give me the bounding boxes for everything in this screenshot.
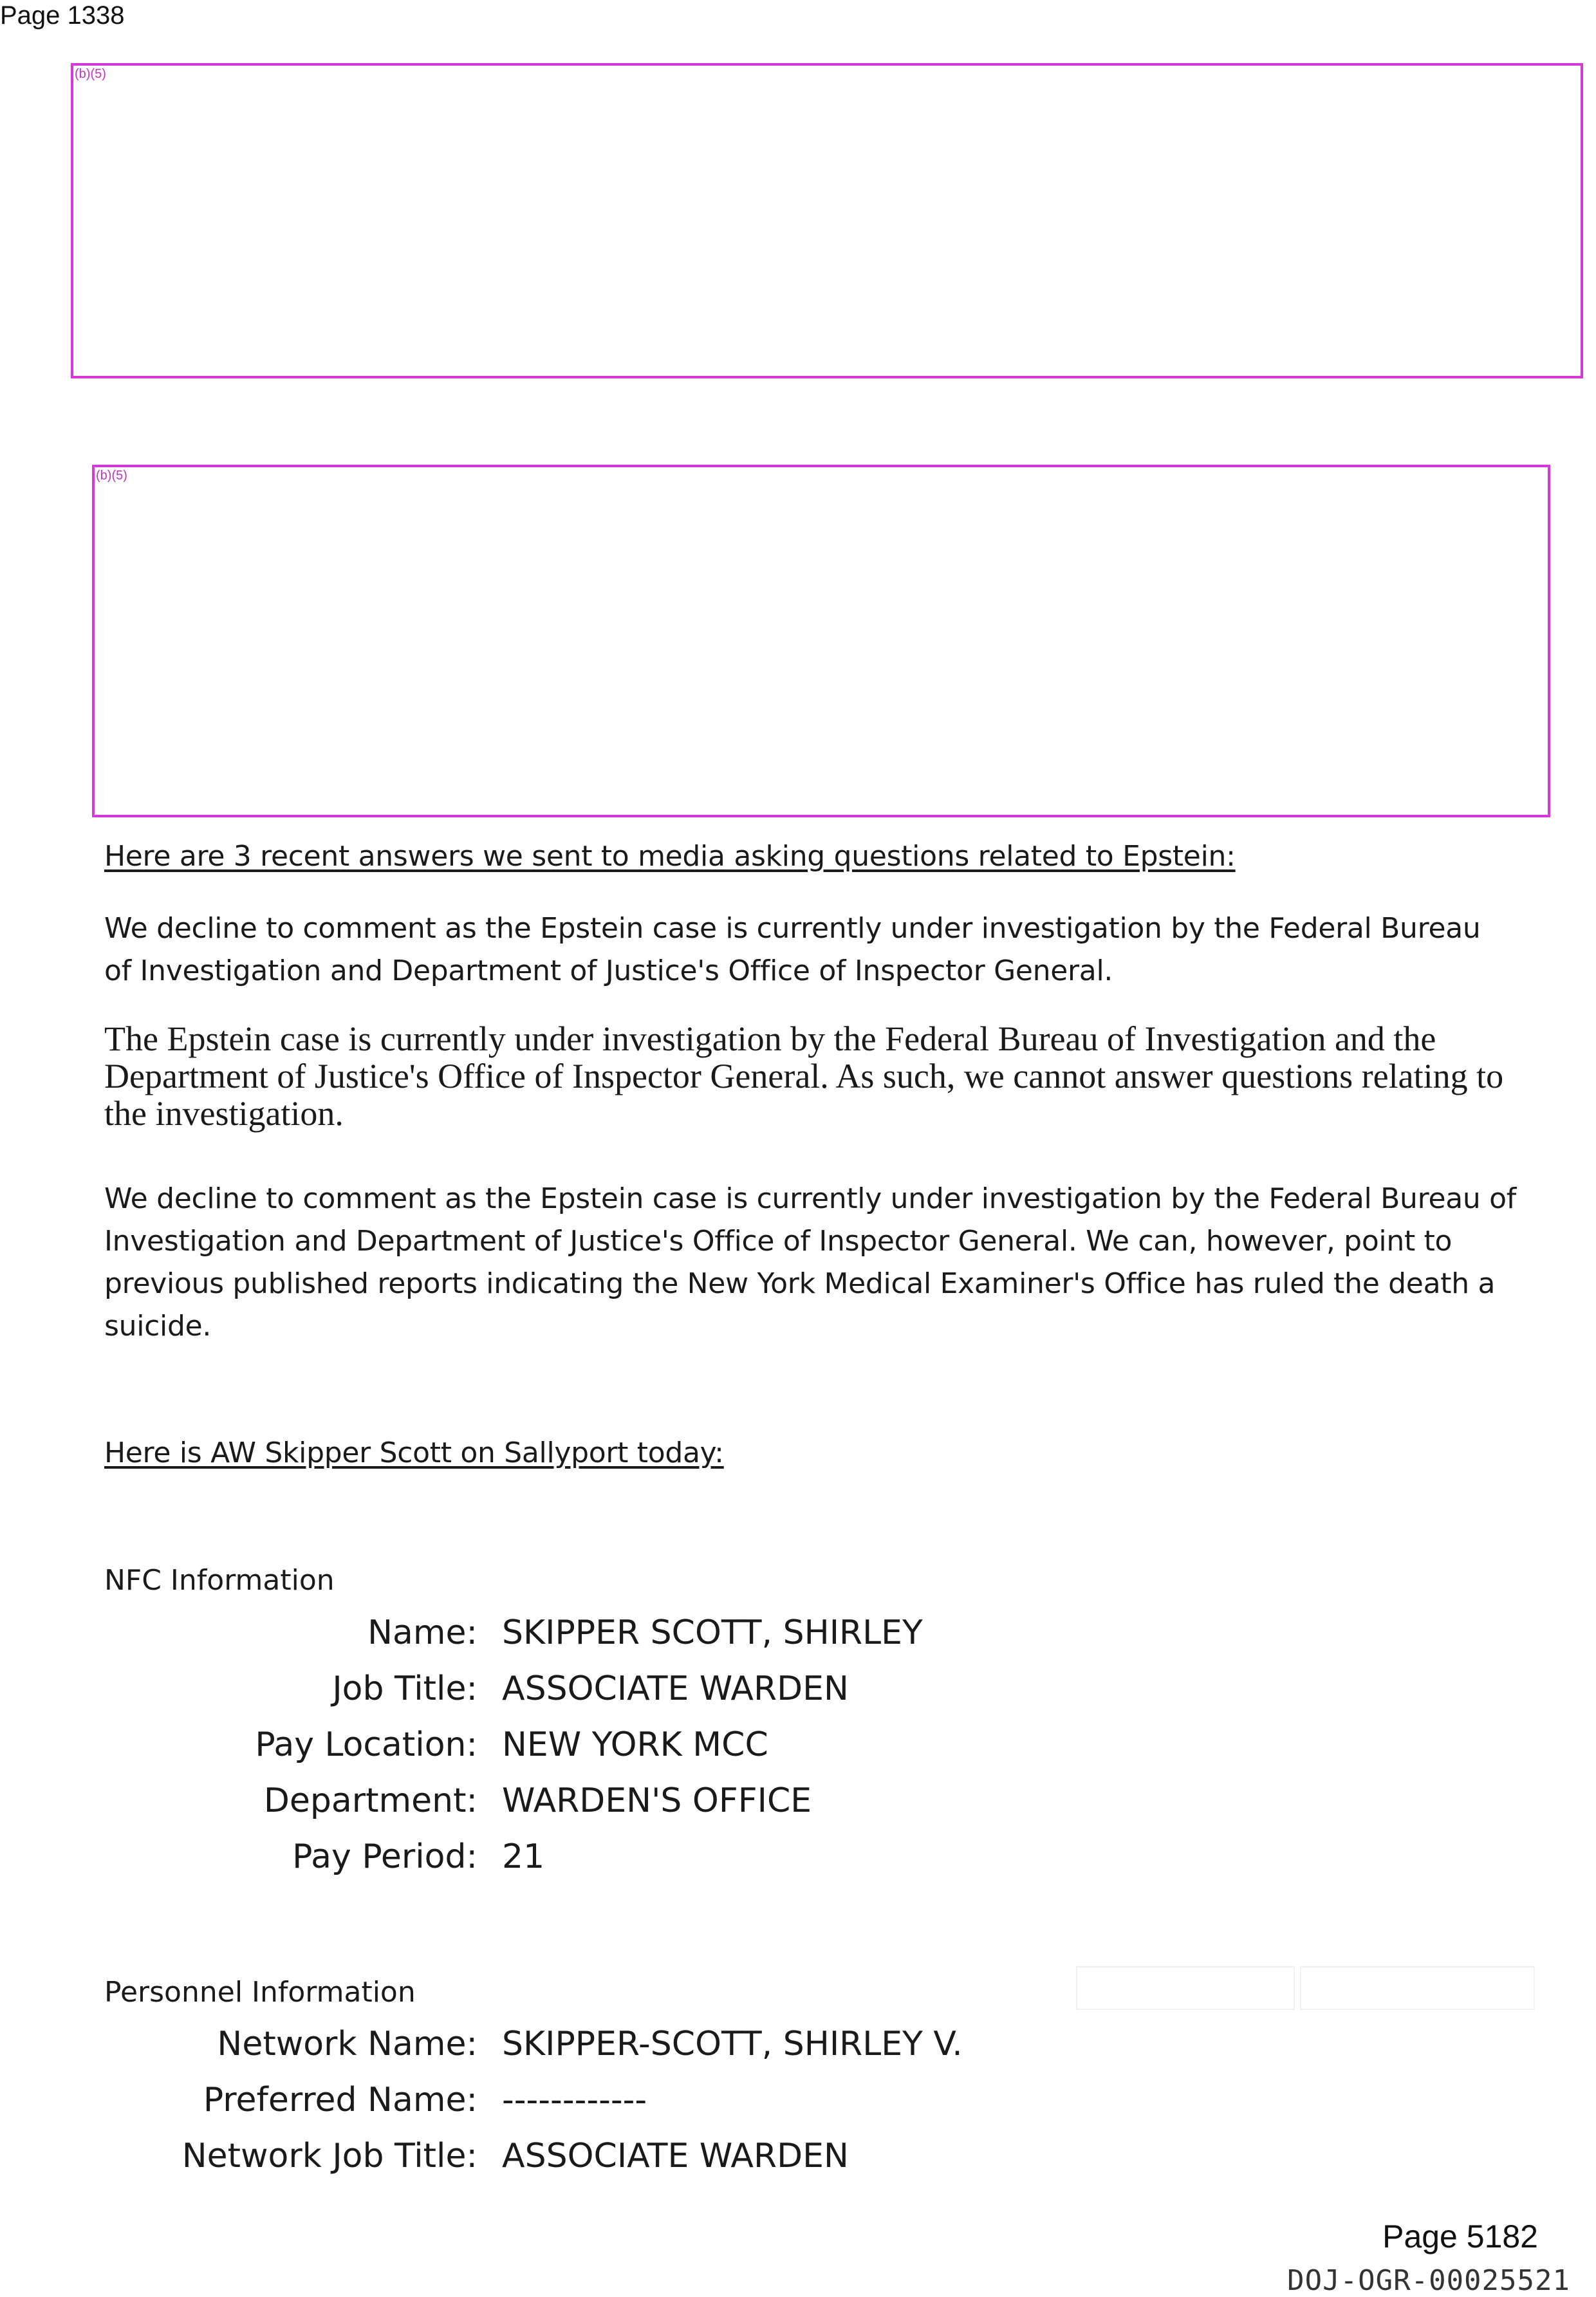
redaction-box-1 — [71, 63, 1583, 378]
nfc-info-heading: NFC Information — [104, 1564, 335, 1597]
media-answer-2: The Epstein case is currently under investigation by the Federal Bureau of Investigation and the Department of Justice's Office of Inspector General. As such, we cannot answer questions relating to the investigation. — [104, 1019, 1504, 1133]
nfc-info-table — [104, 1605, 1274, 1885]
redaction-label: (b)(5) — [75, 67, 106, 81]
nfc-job-title-label: Job Title: — [332, 1669, 478, 1708]
personnel-info-table — [104, 2016, 1274, 2184]
media-answer-1: We decline to comment as the Epstein case is currently under investigation by the Federal Bureau of Investigation and Department of Justice's Office of Inspector General. — [104, 912, 1481, 987]
nfc-pay-location-label: Pay Location: — [255, 1725, 478, 1764]
nfc-department-value: WARDEN'S OFFICE — [502, 1781, 812, 1820]
personnel-preferred-name-value: ------------ — [502, 2081, 647, 2119]
media-answers-heading: Here are 3 recent answers we sent to media asking questions related to Epstein: — [104, 840, 1236, 873]
page-number-top: Page 1338 — [0, 1, 125, 30]
personnel-network-job-title-value: ASSOCIATE WARDEN — [502, 2137, 849, 2175]
nfc-department-label: Department: — [263, 1781, 478, 1820]
personnel-preferred-name-label: Preferred Name: — [203, 2081, 478, 2119]
sallyport-heading: Here is AW Skipper Scott on Sallyport today: — [104, 1437, 724, 1469]
redaction-label: (b)(5) — [96, 469, 127, 483]
empty-field-box — [1300, 1966, 1535, 2010]
nfc-name-value: SKIPPER SCOTT, SHIRLEY — [502, 1613, 923, 1652]
page-number-bottom: Page 5182 — [1382, 2218, 1538, 2255]
nfc-job-title-value: ASSOCIATE WARDEN — [502, 1669, 849, 1708]
nfc-pay-location-value: NEW YORK MCC — [502, 1725, 768, 1764]
nfc-pay-period-value: 21 — [502, 1837, 545, 1876]
personnel-network-job-title-label: Network Job Title: — [181, 2137, 478, 2175]
nfc-pay-period-label: Pay Period: — [292, 1837, 478, 1876]
nfc-name-label: Name: — [367, 1613, 478, 1652]
media-answer-3: We decline to comment as the Epstein case is currently under investigation by the Federal Bureau of Investigation and Department of Justice's Office of Inspector General. We can, however, point to previous published reports indicating the New York Medical Examiner's Office has ruled the death a suicide. — [104, 1182, 1516, 1343]
personnel-network-name-value: SKIPPER-SCOTT, SHIRLEY V. — [502, 2025, 963, 2063]
personnel-network-name-label: Network Name: — [217, 2025, 478, 2063]
empty-field-box — [1076, 1966, 1295, 2010]
personnel-info-heading: Personnel Information — [104, 1976, 416, 2009]
bates-number: DOJ-OGR-00025521 — [1287, 2264, 1570, 2297]
redaction-box-2 — [92, 465, 1550, 817]
